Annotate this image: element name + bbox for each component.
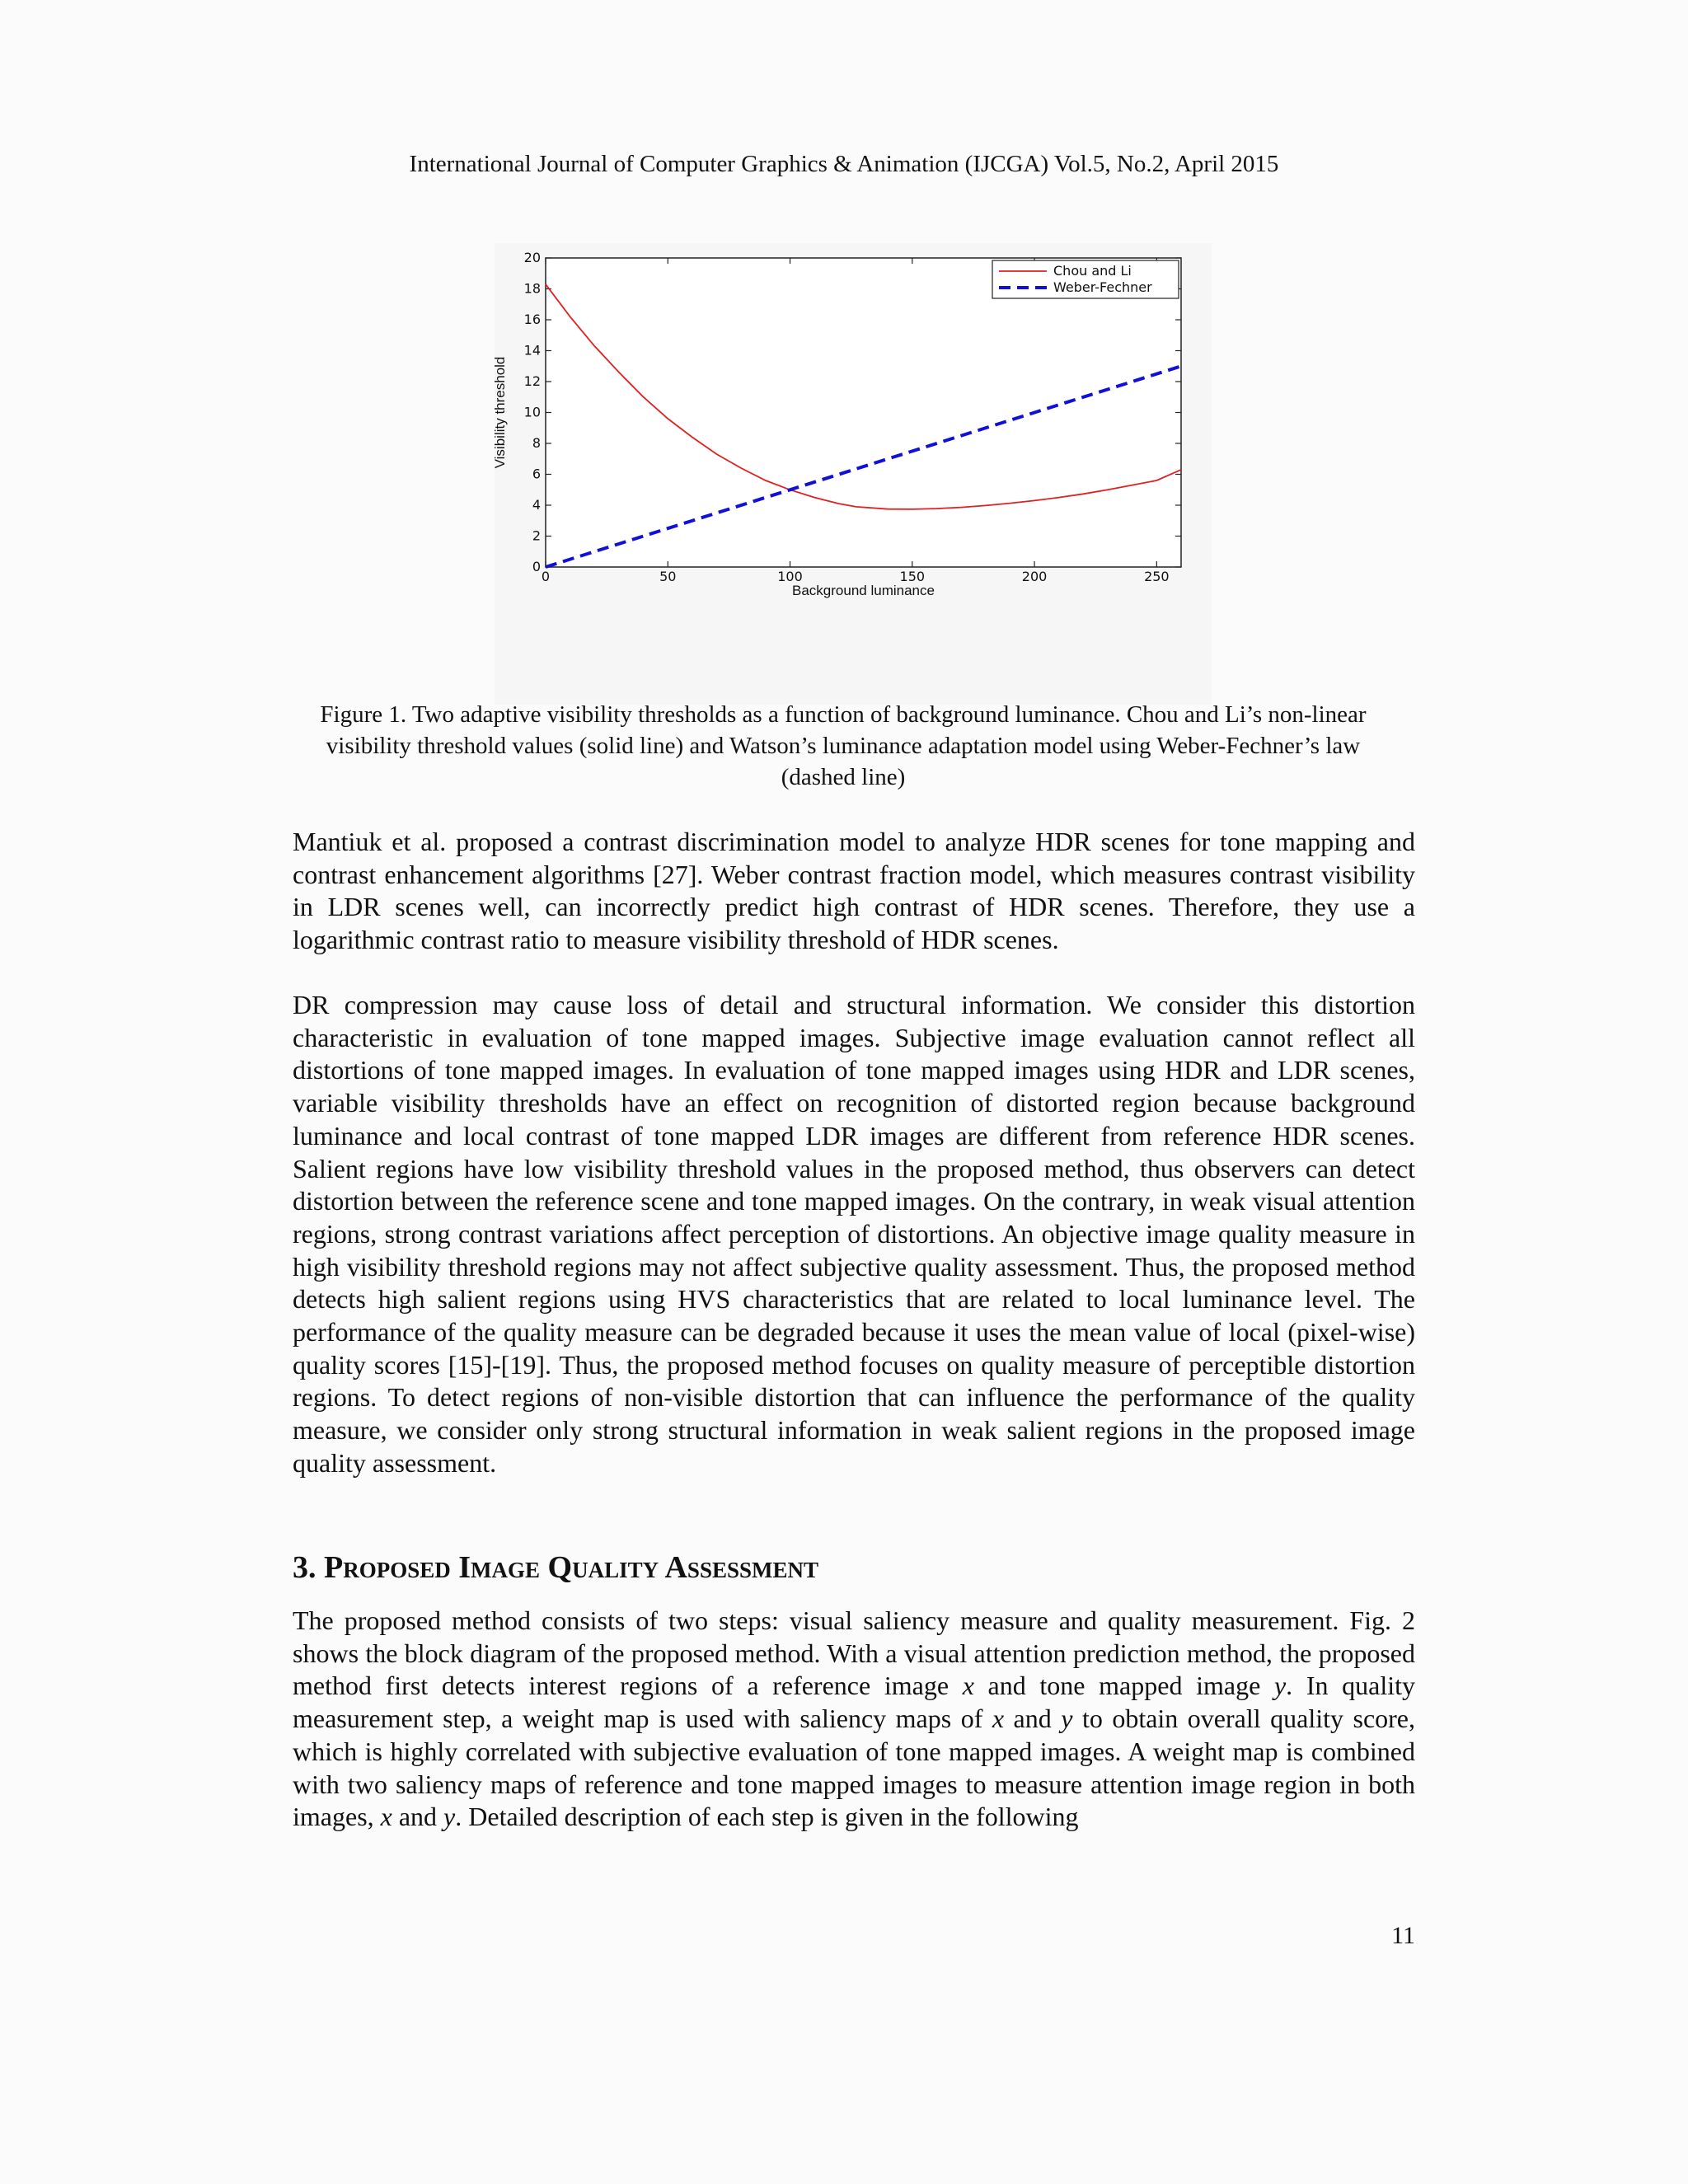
x-tick-label: 0 xyxy=(541,569,551,584)
x-tick-label: 150 xyxy=(899,569,926,584)
y-tick-label: 12 xyxy=(523,373,541,389)
y-tick-label: 0 xyxy=(532,559,541,574)
x-axis-label: Background luminance xyxy=(792,583,935,598)
x-tick-label: 250 xyxy=(1144,569,1170,584)
legend-label: Chou and Li xyxy=(1053,263,1132,279)
plot-frame xyxy=(546,258,1181,567)
y-tick-label: 6 xyxy=(532,466,541,482)
legend-label: Weber-Fechner xyxy=(1053,279,1152,295)
y-tick-label: 10 xyxy=(523,404,541,420)
paragraph-dr-compression: DR compression may cause loss of detail and structural information. We consider this distortion characteristic in evaluation of tone mapped images. Subjective image evaluation cannot reflect all distortions of tone mapped images. In evaluation of tone mapped images using HDR and LDR scenes, variable visibility thresholds have an effect on recognition of distorted region because background luminance and local contrast of tone mapped LDR images are different from reference HDR scenes. Salient regions have low visibility threshold values in the proposed method, thus observers can detect distortion between the reference scene and tone mapped images. On the contrary, in weak visual attention regions, strong contrast variations affect perception of distortions. An objective image quality measure in high visibility threshold regions may not affect subjective quality assessment. Thus, the proposed method detects high salient regions using HVS characteristics that are related to local luminance level. The performance of the quality measure can be degraded because it uses the mean value of local (pixel-wise) quality scores [15]-[19]. Thus, the proposed method focuses on quality measure of perceptible distortion regions. To detect regions of non-visible distortion that can influence the performance of the quality measure, we consider only strong structural information in weak salient regions in the proposed image quality assessment. xyxy=(293,990,1415,1478)
page-number: 11 xyxy=(1391,1922,1415,1949)
running-header: International Journal of Computer Graphics & Animation (IJCGA) Vol.5, No.2, April 2015 xyxy=(409,151,1279,177)
visibility-threshold-chart xyxy=(492,243,1212,614)
y-tick-label: 20 xyxy=(523,250,541,265)
y-tick-label: 8 xyxy=(532,435,541,451)
x-tick-label: 50 xyxy=(659,569,677,584)
figure-caption: Figure 1. Two adaptive visibility thresholds as a function of background luminance. Chou and Li’s non-linear visibility threshold values (solid line) and Watson’s luminance adaptation model using Weber-Fechner’s law (dashed line) xyxy=(320,701,1367,790)
y-tick-label: 16 xyxy=(523,312,541,327)
x-tick-label: 100 xyxy=(777,569,803,584)
y-tick-label: 2 xyxy=(532,527,541,544)
y-tick-label: 4 xyxy=(532,497,541,513)
y-tick-label: 14 xyxy=(523,342,541,359)
figure-1 xyxy=(492,243,1212,705)
x-tick-label: 200 xyxy=(1021,569,1048,584)
section-heading: 3. Proposed Image Quality Assessment xyxy=(293,1550,819,1585)
paragraph-contrast-discrimination: Mantiuk et al. proposed a contrast discrimination model to analyze HDR scenes for tone mapping and contrast enhancement algorithms [27]. Weber contrast fraction model, which measures contrast visibility in LDR scenes well, can incorrectly predict high contrast of HDR scenes. Therefore, they use a logarithmic contrast ratio to measure visibility threshold of HDR scenes. xyxy=(293,827,1415,955)
paragraph-proposed-method: The proposed method consists of two steps: visual saliency measure and quality measurement. Fig. 2 shows the block diagram of the proposed method. With a visual attention prediction method, the proposed method first detects interest regions of a reference image x and tone mapped image y. In quality measurement step, a weight map is used with saliency maps of x and y to obtain overall quality score, which is highly correlated with subjective evaluation of tone mapped images. A weight map is combined with two saliency maps of reference and tone mapped images to measure attention image region in both images, x and y. Detailed description of each step is given in the following xyxy=(293,1605,1416,1832)
y-tick-label: 18 xyxy=(523,280,541,297)
y-axis-label: Visibility threshold xyxy=(492,356,508,469)
